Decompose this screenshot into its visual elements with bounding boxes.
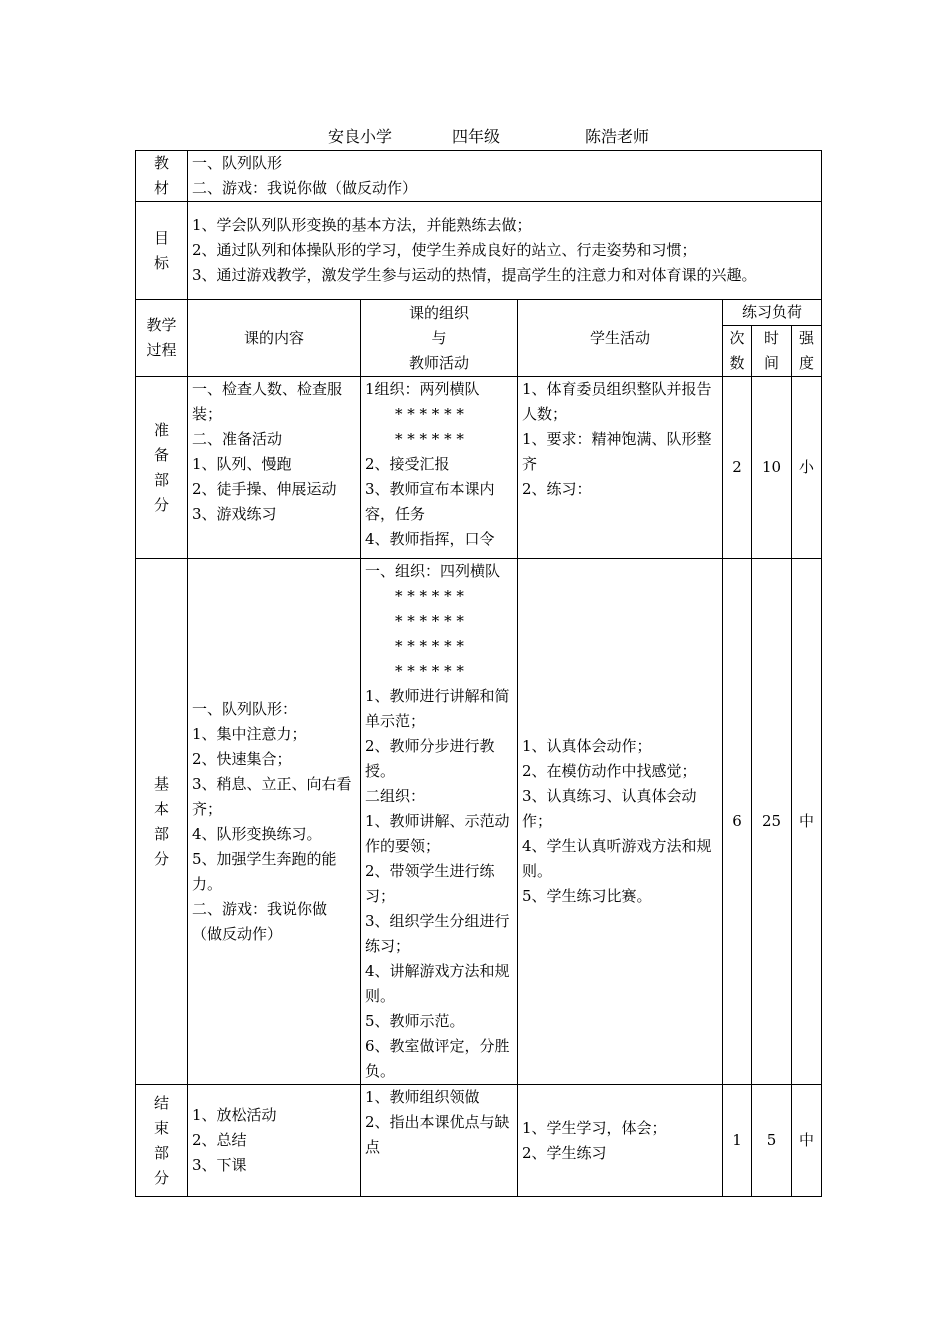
basic-row: [136, 559, 822, 1085]
lesson-plan-table: [135, 150, 822, 1197]
formation-stars: * * * * * *: [395, 637, 464, 655]
end-times: 1: [723, 1085, 752, 1197]
end-organization: 1、教师组织领做 2、指出本课优点与缺点: [361, 1085, 518, 1197]
end-duration: 5: [752, 1085, 792, 1197]
prep-organization: 1组织：两列横队 * * * * * * * * * * * * 2、接受汇报 3、教师宣布本课内容，任务 4、教师指挥，口令: [361, 377, 518, 559]
formation-stars: * * * * * *: [395, 405, 464, 423]
page-title: [0, 124, 950, 150]
teacher-name: 陈浩老师: [585, 127, 650, 146]
basic-times: 6: [723, 559, 752, 1085]
end-row: [136, 1085, 822, 1197]
intensity-header: 强 度: [792, 326, 822, 377]
formation-stars: * * * * * *: [395, 662, 464, 680]
prep-times: 2: [723, 377, 752, 559]
basic-content: 一、队列队形： 1、集中注意力； 2、快速集合； 3、稍息、立正、向右看齐； 4、队形变换练习。 5、加强学生奔跑的能力。 二、游戏：我说你做（做反动作）: [188, 559, 361, 1085]
student-header: 学生活动: [518, 300, 723, 377]
end-content: 1、放松活动 2、总结 3、下课: [188, 1085, 361, 1197]
basic-student: 1、认真体会动作； 2、在模仿动作中找感觉； 3、认真练习、认真体会动作； 4、学生认真听游戏方法和规则。 5、学生练习比赛。: [518, 559, 723, 1085]
prep-intensity: 小: [792, 377, 822, 559]
content-header: 课的内容: [188, 300, 361, 377]
formation-stars: * * * * * *: [395, 430, 464, 448]
formation-stars: * * * * * *: [395, 587, 464, 605]
prep-duration: 10: [752, 377, 792, 559]
times-header: 次 数: [723, 326, 752, 377]
prep-row: [136, 377, 822, 559]
basic-duration: 25: [752, 559, 792, 1085]
organization-header: 课的组织 与 教师活动: [361, 300, 518, 377]
process-header: 教学 过程: [136, 300, 188, 377]
end-label: 结 束 部 分: [136, 1085, 188, 1197]
prep-content: 一、检查人数、检查服装； 二、准备活动 1、队列、慢跑 2、徒手操、伸展运动 3、游戏练习: [188, 377, 361, 559]
basic-label: 基 本 部 分: [136, 559, 188, 1085]
prep-student: 1、体育委员组织整队并报告人数； 1、要求：精神饱满、队形整齐 2、练习：: [518, 377, 723, 559]
column-header-row: [136, 300, 822, 326]
goals-row: [136, 202, 822, 300]
end-intensity: 中: [792, 1085, 822, 1197]
goals-content: 1、学会队列队形变换的基本方法，并能熟练去做； 2、通过队列和体操队形的学习，使学生养成良好的站立、行走姿势和习惯； 3、通过游戏教学，激发学生参与运动的热情，提高学生的注意力和对体育课的兴趣。: [188, 202, 822, 300]
duration-header: 时 间: [752, 326, 792, 377]
goals-label: 目 标: [136, 202, 188, 300]
prep-label: 准 备 部 分: [136, 377, 188, 559]
load-header: 练习负荷: [723, 300, 822, 326]
formation-stars: * * * * * *: [395, 612, 464, 630]
materials-label: 教 材: [136, 151, 188, 202]
basic-organization: 一、组织：四列横队 * * * * * * * * * * * * * * * * * * * * * * * * 1、教师进行讲解和简单示范； 2、教师分步进行教授。 二组织： 1、教师讲解、示范动作的要领； 2、带领学生进行练习； 3、组织学生分组进行练习； 4、讲解游戏方法和规则。 5、教师示范。 6、教室做评定，分胜负。: [361, 559, 518, 1085]
materials-row: [136, 151, 822, 202]
materials-content: 一、队列队形 二、游戏：我说你做（做反动作）: [188, 151, 822, 202]
basic-intensity: 中: [792, 559, 822, 1085]
grade: 四年级: [452, 127, 501, 146]
end-student: 1、学生学习，体会； 2、学生练习: [518, 1085, 723, 1197]
school-name: 安良小学: [328, 127, 393, 146]
